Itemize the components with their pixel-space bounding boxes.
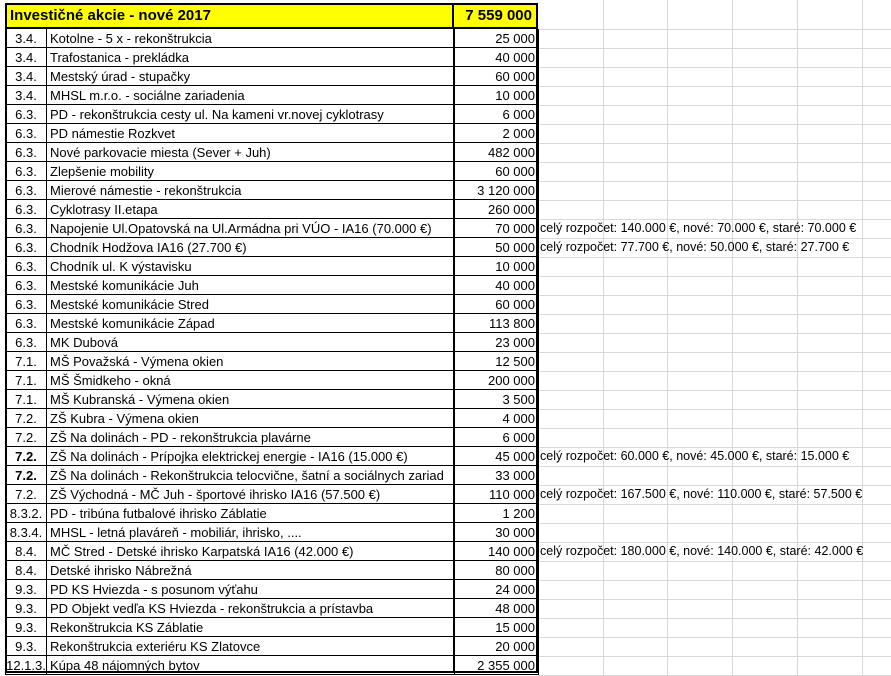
table-row[interactable] bbox=[5, 67, 891, 86]
table-row[interactable] bbox=[5, 314, 891, 333]
cell-section-number[interactable]: 9.3. bbox=[5, 618, 47, 637]
table-row[interactable] bbox=[5, 105, 891, 124]
cell-amount[interactable]: 45 000 bbox=[455, 447, 539, 466]
cell-project-name[interactable]: Detské ihrisko Nábrežná bbox=[47, 561, 455, 580]
table-row[interactable] bbox=[5, 542, 891, 561]
table-row[interactable] bbox=[5, 333, 891, 352]
header-divider bbox=[452, 5, 454, 27]
cell-section-number[interactable]: 6.3. bbox=[5, 295, 47, 314]
header-total: 7 559 000 bbox=[465, 7, 532, 24]
cell-project-name[interactable]: PD námestie Rozkvet bbox=[47, 124, 455, 143]
cell-section-number[interactable]: 6.3. bbox=[5, 219, 47, 238]
cell-amount[interactable]: 3 500 bbox=[455, 390, 539, 409]
cell-section-number[interactable]: 8.3.2. bbox=[5, 504, 47, 523]
cell-amount[interactable]: 33 000 bbox=[455, 466, 539, 485]
header-row[interactable] bbox=[5, 3, 538, 29]
cell-amount[interactable]: 60 000 bbox=[455, 67, 539, 86]
cell-amount[interactable]: 10 000 bbox=[455, 86, 539, 105]
cell-project-name[interactable]: MČ Stred - Detské ihrisko Karpatská IA16 (42.000 €) bbox=[47, 542, 455, 561]
cell-section-number[interactable]: 7.1. bbox=[5, 390, 47, 409]
cell-section-number[interactable]: 7.1. bbox=[5, 352, 47, 371]
cell-section-number[interactable]: 7.2. bbox=[5, 485, 47, 504]
cell-section-number[interactable]: 6.3. bbox=[5, 105, 47, 124]
cell-amount[interactable]: 24 000 bbox=[455, 580, 539, 599]
table-row[interactable] bbox=[5, 447, 891, 466]
table-row[interactable] bbox=[5, 580, 891, 599]
cell-section-number[interactable]: 3.4. bbox=[5, 29, 47, 48]
cell-section-number[interactable]: 6.3. bbox=[5, 181, 47, 200]
cell-section-number[interactable]: 3.4. bbox=[5, 67, 47, 86]
cell-section-number[interactable]: 3.4. bbox=[5, 48, 47, 67]
cell-project-name[interactable]: Cyklotrasy II.etapa bbox=[47, 200, 455, 219]
cell-amount[interactable]: 4 000 bbox=[455, 409, 539, 428]
cell-amount[interactable]: 113 800 bbox=[455, 314, 539, 333]
cell-project-name[interactable]: Mestské komunikácie Juh bbox=[47, 276, 455, 295]
table-row[interactable] bbox=[5, 86, 891, 105]
cell-amount[interactable]: 15 000 bbox=[455, 618, 539, 637]
cell-section-number[interactable]: 6.3. bbox=[5, 276, 47, 295]
cell-section-number[interactable]: 6.3. bbox=[5, 314, 47, 333]
cell-section-number[interactable]: 6.3. bbox=[5, 143, 47, 162]
cell-section-number[interactable]: 3.4. bbox=[5, 86, 47, 105]
cell-project-name[interactable]: MŠ Považská - Výmena okien bbox=[47, 352, 455, 371]
cell-budget-note[interactable]: celý rozpočet: 180.000 €, nové: 140.000 €, staré: 42.000 € bbox=[540, 544, 864, 558]
cell-amount[interactable]: 10 000 bbox=[455, 257, 539, 276]
cell-section-number[interactable]: 9.3. bbox=[5, 580, 47, 599]
cell-project-name[interactable]: ZŠ Na dolinách - Prípojka elektrickej energie - IA16 (15.000 €) bbox=[47, 447, 455, 466]
cell-project-name[interactable]: Chodník Hodžova IA16 (27.700 €) bbox=[47, 238, 455, 257]
table-row[interactable] bbox=[5, 276, 891, 295]
table-row[interactable] bbox=[5, 352, 891, 371]
cell-amount[interactable]: 30 000 bbox=[455, 523, 539, 542]
cell-amount[interactable]: 60 000 bbox=[455, 162, 539, 181]
cell-amount[interactable]: 48 000 bbox=[455, 599, 539, 618]
table-row[interactable] bbox=[5, 523, 891, 542]
cell-amount[interactable]: 40 000 bbox=[455, 48, 539, 67]
cell-project-name[interactable]: PD - tribúna futbalové ihrisko Záblatie bbox=[47, 504, 455, 523]
cell-amount[interactable]: 12 500 bbox=[455, 352, 539, 371]
cell-amount[interactable]: 23 000 bbox=[455, 333, 539, 352]
cell-amount[interactable]: 200 000 bbox=[455, 371, 539, 390]
cell-section-number[interactable]: 8.3.4. bbox=[5, 523, 47, 542]
cell-amount[interactable]: 70 000 bbox=[455, 219, 539, 238]
cell-amount[interactable]: 20 000 bbox=[455, 637, 539, 656]
cell-project-name[interactable]: ZŠ Na dolinách - PD - rekonštrukcia plavárne bbox=[47, 428, 455, 447]
cell-section-number[interactable]: 6.3. bbox=[5, 333, 47, 352]
cell-amount[interactable]: 6 000 bbox=[455, 105, 539, 124]
table-row[interactable] bbox=[5, 124, 891, 143]
table-row[interactable] bbox=[5, 200, 891, 219]
table-row[interactable] bbox=[5, 238, 891, 257]
table-row[interactable] bbox=[5, 371, 891, 390]
table-row[interactable] bbox=[5, 295, 891, 314]
table-row[interactable] bbox=[5, 181, 891, 200]
cell-amount[interactable]: 3 120 000 bbox=[455, 181, 539, 200]
cell-section-number[interactable]: 6.3. bbox=[5, 162, 47, 181]
cell-project-name[interactable]: Napojenie Ul.Opatovská na Ul.Armádna pri VÚO - IA16 (70.000 €) bbox=[47, 219, 455, 238]
cell-project-name[interactable]: Nové parkovacie miesta (Sever + Juh) bbox=[47, 143, 455, 162]
table-row[interactable] bbox=[5, 485, 891, 504]
cell-project-name[interactable]: ZŠ Na dolinách - Rekonštrukcia telocvične, šatní a sociálnych zariad bbox=[47, 466, 455, 485]
cell-amount[interactable]: 260 000 bbox=[455, 200, 539, 219]
cell-project-name[interactable]: MHSL - letná plaváreň - mobiliár, ihrisko, .... bbox=[47, 523, 455, 542]
cell-project-name[interactable]: Trafostanica - prekládka bbox=[47, 48, 455, 67]
cell-section-number[interactable]: 8.4. bbox=[5, 542, 47, 561]
cell-project-name[interactable]: Chodník ul. K výstavisku bbox=[47, 257, 455, 276]
cell-project-name[interactable]: Kúpa 48 nájomných bytov bbox=[47, 656, 455, 675]
cell-section-number[interactable]: 6.3. bbox=[5, 200, 47, 219]
table-row[interactable] bbox=[5, 466, 891, 485]
cell-section-number[interactable]: 7.2. bbox=[5, 447, 47, 466]
table-row[interactable] bbox=[5, 143, 891, 162]
table-row[interactable] bbox=[5, 599, 891, 618]
cell-budget-note[interactable]: celý rozpočet: 140.000 €, nové: 70.000 €, staré: 70.000 € bbox=[540, 221, 857, 235]
cell-project-name[interactable]: Mestský úrad - stupačky bbox=[47, 67, 455, 86]
cell-section-number[interactable]: 6.3. bbox=[5, 257, 47, 276]
table-row[interactable] bbox=[5, 48, 891, 67]
cell-section-number[interactable]: 7.2. bbox=[5, 409, 47, 428]
cell-section-number[interactable]: 9.3. bbox=[5, 599, 47, 618]
table-row[interactable] bbox=[5, 257, 891, 276]
cell-project-name[interactable]: MHSL m.r.o. - sociálne zariadenia bbox=[47, 86, 455, 105]
cell-section-number[interactable]: 7.2. bbox=[5, 466, 47, 485]
table-row[interactable] bbox=[5, 637, 891, 656]
cell-project-name[interactable]: MK Dubová bbox=[47, 333, 455, 352]
cell-project-name[interactable]: Rekonštrukcia exteriéru KS Zlatovce bbox=[47, 637, 455, 656]
table-row[interactable] bbox=[5, 656, 891, 675]
cell-project-name[interactable]: PD Objekt vedľa KS Hviezda - rekonštrukcia a prístavba bbox=[47, 599, 455, 618]
table-row[interactable] bbox=[5, 409, 891, 428]
cell-project-name[interactable]: Mierové námestie - rekonštrukcia bbox=[47, 181, 455, 200]
cell-budget-note[interactable]: celý rozpočet: 60.000 €, nové: 45.000 €, staré: 15.000 € bbox=[540, 449, 850, 463]
table-row[interactable] bbox=[5, 390, 891, 409]
cell-project-name[interactable]: Kotolne - 5 x - rekonštrukcia bbox=[47, 29, 455, 48]
cell-amount[interactable]: 140 000 bbox=[455, 542, 539, 561]
cell-project-name[interactable]: PD KS Hviezda - s posunom výťahu bbox=[47, 580, 455, 599]
cell-section-number[interactable]: 12.1.3. bbox=[6, 658, 46, 673]
table-row[interactable] bbox=[5, 504, 891, 523]
cell-budget-note[interactable]: celý rozpočet: 167.500 €, nové: 110.000 €, staré: 57.500 € bbox=[540, 487, 863, 501]
cell-amount[interactable]: 110 000 bbox=[455, 485, 539, 504]
table-row[interactable] bbox=[5, 29, 891, 48]
cell-project-name[interactable]: PD - rekonštrukcia cesty ul. Na kameni vr.novej cyklotrasy bbox=[47, 105, 455, 124]
table-row[interactable] bbox=[5, 162, 891, 181]
header-title: Investičné akcie - nové 2017 bbox=[10, 7, 211, 24]
cell-section-number[interactable]: 7.2. bbox=[5, 428, 47, 447]
cell-budget-note[interactable]: celý rozpočet: 77.700 €, nové: 50.000 €, staré: 27.700 € bbox=[540, 240, 850, 254]
cell-amount[interactable]: 482 000 bbox=[455, 143, 539, 162]
table-row[interactable] bbox=[5, 561, 891, 580]
cell-project-name[interactable]: MŠ Kubranská - Výmena okien bbox=[47, 390, 455, 409]
cell-project-name[interactable]: ZŠ Kubra - Výmena okien bbox=[47, 409, 455, 428]
cell-project-name[interactable]: Rekonštrukcia KS Záblatie bbox=[47, 618, 455, 637]
cell-amount[interactable]: 60 000 bbox=[455, 295, 539, 314]
cell-project-name[interactable]: Mestské komunikácie Západ bbox=[47, 314, 455, 333]
cell-amount[interactable]: 6 000 bbox=[455, 428, 539, 447]
cell-section-number[interactable]: 9.3. bbox=[5, 637, 47, 656]
cell-project-name[interactable]: ZŠ Východná - MČ Juh - športové ihrisko IA16 (57.500 €) bbox=[47, 485, 455, 504]
cell-amount[interactable]: 2 355 000 bbox=[455, 656, 539, 675]
cell-section-number[interactable]: 7.1. bbox=[5, 371, 47, 390]
cell-amount[interactable]: 1 200 bbox=[455, 504, 539, 523]
cell-amount[interactable]: 2 000 bbox=[455, 124, 539, 143]
cell-project-name[interactable]: Mestské komunikácie Stred bbox=[47, 295, 455, 314]
table-row[interactable] bbox=[5, 219, 891, 238]
cell-project-name[interactable]: Zlepšenie mobility bbox=[47, 162, 455, 181]
cell-section-number[interactable]: 6.3. bbox=[5, 124, 47, 143]
table-row[interactable] bbox=[5, 618, 891, 637]
cell-amount[interactable]: 40 000 bbox=[455, 276, 539, 295]
cell-amount[interactable]: 25 000 bbox=[455, 29, 539, 48]
cell-section-number[interactable]: 8.4. bbox=[5, 561, 47, 580]
cell-project-name[interactable]: MŠ Šmidkeho - okná bbox=[47, 371, 455, 390]
cell-amount[interactable]: 50 000 bbox=[455, 238, 539, 257]
cell-amount[interactable]: 80 000 bbox=[455, 561, 539, 580]
table-row[interactable] bbox=[5, 428, 891, 447]
cell-section-number[interactable]: 6.3. bbox=[5, 238, 47, 257]
